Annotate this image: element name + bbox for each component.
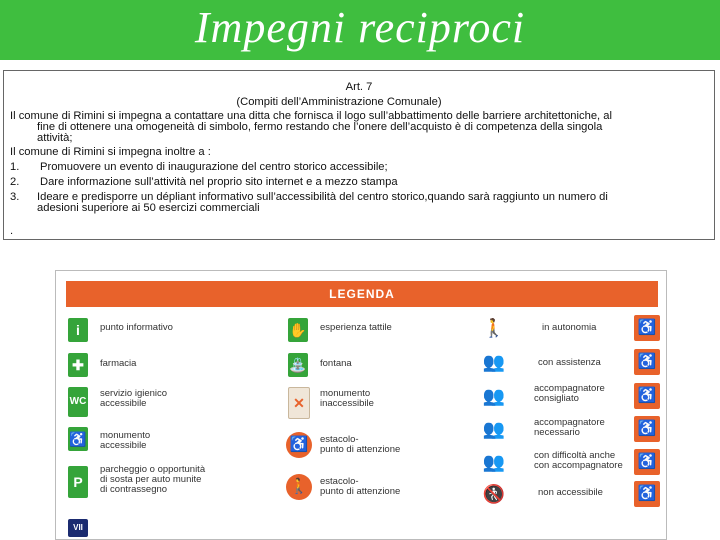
legend-image: [55, 270, 667, 540]
legend-label-companion-required: accompagnatore necessario: [534, 417, 605, 438]
legend-label-wc: servizio igienico accessibile: [100, 388, 168, 409]
wc-icon: WC: [68, 387, 88, 417]
wheelchair-assistance-icon: ♿: [634, 349, 660, 375]
legend-label-obstacle-1: estacolo- punto di attenzione: [320, 434, 401, 455]
persons-companion-suggested-icon: 👥: [482, 386, 506, 406]
item-3-number: 3.: [10, 191, 20, 203]
trailing-dot: .: [10, 225, 14, 237]
wheelchair-difficult-icon: ♿: [634, 449, 660, 475]
article-subheading: (Compiti dell’Amministrazione Comunale): [236, 96, 442, 108]
legend-label-monument-inaccessible: monumento inaccessibile: [320, 388, 374, 409]
person-not-accessible-icon: 🚷: [482, 484, 506, 504]
wheelchair-not-accessible-icon: ♿: [634, 481, 660, 507]
legend-label-companion-suggested: accompagnatore consigliato: [534, 383, 605, 404]
legend-label-difficult: con difficoltà anche con accompagnatore: [534, 450, 623, 471]
legend-label-pharmacy: farmacia: [100, 358, 137, 369]
legend-label-fountain: fontana: [320, 358, 352, 369]
item-2-number: 2.: [10, 176, 20, 188]
legend-label-assistance: con assistenza: [538, 357, 601, 368]
article-text-box: [3, 70, 715, 240]
wheelchair-companion-suggested-icon: ♿: [634, 383, 660, 409]
paragraph-1-line-2: fine di ottenere una omogeneità di simbolo, fermo restando che l’onere dell’acquisto è di competenza della singola: [37, 121, 603, 133]
legend-label-monument: monumento accessibile: [100, 430, 151, 451]
monument-icon: ♿: [68, 427, 88, 451]
legend-label-not-accessible: non accessibile: [538, 487, 603, 498]
legend-label-info: punto informativo: [100, 322, 173, 333]
item-1-text: Promuovere un evento di inaugurazione del centro storico accessibile;: [40, 161, 388, 173]
tactile-hand-icon: ✋: [288, 318, 308, 342]
monument-inaccessible-icon: ✕: [288, 387, 310, 419]
legend-label-autonomy: in autonomia: [542, 322, 597, 333]
paragraph-1-line-3: attività;: [37, 132, 73, 144]
page-badge: VII: [68, 519, 88, 537]
obstacle-walker-icon: 🚶: [286, 474, 312, 500]
persons-companion-required-icon: 👥: [482, 419, 506, 439]
legend-label-obstacle-2: estacolo- punto di attenzione: [320, 476, 401, 497]
wheelchair-autonomy-icon: ♿: [634, 315, 660, 341]
pharmacy-icon: ✚: [68, 353, 88, 377]
item-2-text: Dare informazione sull’attività nel proprio sito internet e a mezzo stampa: [40, 176, 398, 188]
item-3-line-2: adesioni superiore ai 50 esercizi commerciali: [37, 202, 260, 214]
legend-label-parking: parcheggio o opportunità di sosta per auto munite di contrassegno: [100, 464, 206, 495]
paragraph-2: Il comune di Rimini si impegna inoltre a :: [10, 146, 211, 158]
article-heading: Art. 7: [345, 81, 373, 93]
obstacle-wheelchair-icon: ♿: [286, 432, 312, 458]
parking-icon: P: [68, 466, 88, 498]
item-1-number: 1.: [10, 161, 20, 173]
legend-header: LEGENDA: [66, 281, 658, 307]
wheelchair-companion-required-icon: ♿: [634, 416, 660, 442]
page-title: Impegni reciproci: [194, 3, 526, 52]
persons-assisted-icon: 👥: [482, 352, 506, 372]
fountain-icon: ⛲: [288, 353, 308, 377]
info-icon: i: [68, 318, 88, 342]
person-walker-icon: 🚶: [482, 318, 506, 338]
legend-label-tactile: esperienza tattile: [320, 322, 392, 333]
item-3-line-1: Ideare e predisporre un dépliant informativo sull’accessibilità del centro storico,quando sarà raggiunto un numero di: [37, 191, 608, 203]
paragraph-1-line-1: Il comune di Rimini si impegna a contattare una ditta che fornisca il logo sull’abbattimento delle barriere architettoniche, al: [10, 110, 612, 122]
persons-difficult-icon: 👥: [482, 452, 506, 472]
